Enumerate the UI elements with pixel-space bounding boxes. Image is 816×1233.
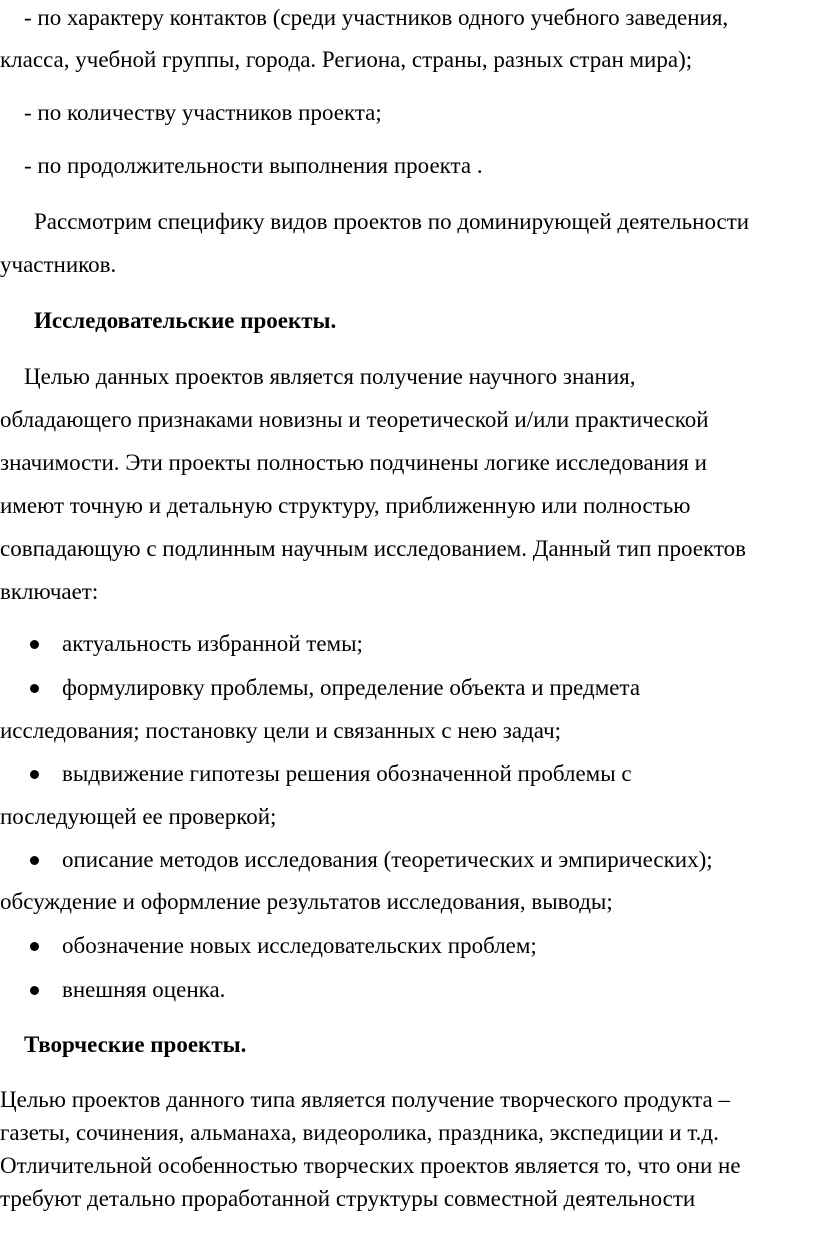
intro-line-1: - по характеру контактов (среди участников одного учебного заведения, xyxy=(24,5,729,30)
bullet-dot-icon xyxy=(30,770,39,779)
bullet-dot-icon xyxy=(30,640,39,649)
bullet-text: выдвижение гипотезы решения обозначенной проблемы с xyxy=(62,761,632,786)
creative-para-line-3: Отличительной особенностью творческих проектов является то, что они не xyxy=(0,1153,741,1178)
bullet-continuation: исследования; постановку цели и связанных с нею задач; xyxy=(0,718,562,743)
creative-heading: Творческие проекты. xyxy=(24,1032,247,1057)
research-para-line-3: значимости. Эти проекты полностью подчинены логике исследования и xyxy=(0,450,707,475)
creative-para-line-1: Целью проектов данного типа является получение творческого продукта – xyxy=(0,1087,730,1112)
research-para-line-1: Целью данных проектов является получение научного знания, xyxy=(24,364,636,389)
bullet-text: внешняя оценка. xyxy=(62,977,226,1002)
creative-para-line-2: газеты, сочинения, альманаха, видеоролика, праздника, экспедиции и т.д. xyxy=(0,1120,719,1145)
research-heading: Исследовательские проекты. xyxy=(34,308,337,333)
bullet-text: описание методов исследования (теоретических и эмпирических); xyxy=(62,847,713,872)
bullet-text: обозначение новых исследовательских проблем; xyxy=(62,933,537,958)
bullet-text: актуальность избранной темы; xyxy=(62,631,363,656)
research-para-line-2: обладающего признаками новизны и теоретической и/или практической xyxy=(0,407,709,432)
research-para-line-5: совпадающую с подлинным научным исследованием. Данный тип проектов xyxy=(0,536,746,561)
intro-line-2: класса, учебной группы, города. Региона, страны, разных стран мира); xyxy=(0,47,693,72)
bullet-dot-icon xyxy=(30,856,39,865)
intro-line-4: - по продолжительности выполнения проекта . xyxy=(24,153,483,178)
consider-line-2: участников. xyxy=(0,252,117,277)
bullet-text: формулировку проблемы, определение объекта и предмета xyxy=(62,675,641,700)
bullet-continuation: последующей ее проверкой; xyxy=(0,804,277,829)
creative-para-line-4: требуют детально проработанной структуры совместной деятельности xyxy=(0,1186,696,1211)
intro-line-3: - по количеству участников проекта; xyxy=(24,100,382,125)
bullet-dot-icon xyxy=(30,986,39,995)
bullet-continuation: обсуждение и оформление результатов исследования, выводы; xyxy=(0,889,613,914)
consider-line-1: Рассмотрим специфику видов проектов по доминирующей деятельности xyxy=(34,209,750,234)
research-para-line-4: имеют точную и детальную структуру, приближенную или полностью xyxy=(0,493,691,518)
bullet-dot-icon xyxy=(30,942,39,951)
bullet-dot-icon xyxy=(30,684,39,693)
research-para-line-6: включает: xyxy=(0,579,99,604)
